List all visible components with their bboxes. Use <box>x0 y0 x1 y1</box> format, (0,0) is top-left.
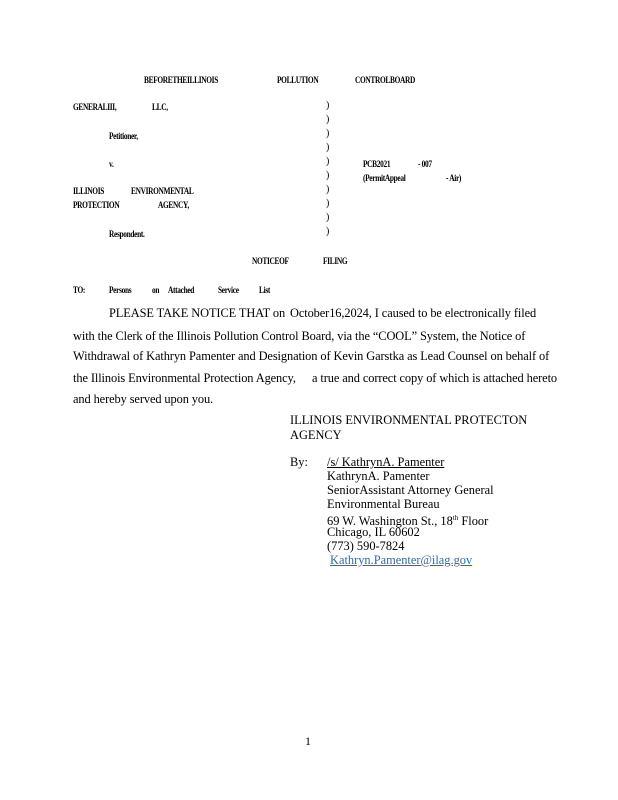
body-line-5: and hereby served upon you. <box>73 392 214 406</box>
to-line-part-6: List <box>259 285 270 295</box>
case-number-part-2: - 007 <box>418 159 432 169</box>
address-street: 69 W. Washington St., 18 <box>327 514 453 529</box>
signer-email-link[interactable]: Kathryn.Pamenter@ilag.gov <box>330 553 473 567</box>
caption-paren: ) <box>326 184 330 195</box>
body-line-1a: PLEASE TAKE NOTICE THAT on <box>109 306 286 320</box>
case-number-part-1: PCB2021 <box>363 159 391 169</box>
body-line-4b: a true and correct copy of which is attached hereto <box>312 371 558 385</box>
board-heading-part-3: CONTROLBOARD <box>355 75 416 85</box>
petitioner-name-part-1: GENERALIII, <box>73 102 117 112</box>
respondent-name-line1-part-2: ENVIRONMENTAL <box>131 186 194 196</box>
page-number: 1 <box>305 734 311 748</box>
respondent-name-line2-part-1: PROTECTION <box>73 200 120 210</box>
body-line-4a: the Illinois Environmental Protection Agency, <box>73 371 296 385</box>
signer-address-line-2: Chicago, IL 60602 <box>327 525 420 539</box>
to-line-part-2: Persons <box>109 285 132 295</box>
caption-paren: ) <box>326 100 330 111</box>
versus: v. <box>109 159 114 169</box>
caption-paren: ) <box>326 142 330 153</box>
to-line-part-4: Attached <box>168 285 195 295</box>
respondent-name-line1-part-1: ILLINOIS <box>73 186 105 196</box>
case-type-part-2: - Air) <box>446 173 462 183</box>
board-heading-part-1: BEFORETHEILLINOIS <box>144 75 218 85</box>
body-line-1b: October16,2024, I caused to be electronically filed <box>290 306 537 320</box>
signer-bureau: Environmental Bureau <box>327 497 440 511</box>
e-signature: /s/ KathrynA. Pamenter <box>327 455 445 469</box>
caption-paren: ) <box>326 198 330 209</box>
caption-paren: ) <box>326 226 330 237</box>
signer-title: SeniorAssistant Attorney General <box>327 483 494 497</box>
signer-name: KathrynA. Pamenter <box>327 469 430 483</box>
address-floor-suffix: th <box>452 514 459 522</box>
notice-title-part-2: FILING <box>323 256 348 266</box>
caption-paren: ) <box>326 170 330 181</box>
caption-paren: ) <box>326 212 330 223</box>
respondent-label: Respondent. <box>109 229 145 239</box>
signer-phone: (773) 590-7824 <box>327 539 405 553</box>
agency-line-2: AGENCY <box>290 428 342 442</box>
body-line-3: Withdrawal of Kathryn Pamenter and Designation of Kevin Garstka as Lead Counsel on behalf of <box>73 349 550 363</box>
caption-paren: ) <box>326 114 330 125</box>
to-line-part-5: Service <box>218 285 239 295</box>
to-line-part-3: on <box>152 285 160 295</box>
address-floor-word: Floor <box>461 514 489 529</box>
to-line-part-1: TO: <box>73 285 86 295</box>
board-heading-part-2: POLLUTION <box>277 75 319 85</box>
by-label: By: <box>290 455 308 469</box>
petitioner-label: Petitioner, <box>109 131 138 141</box>
caption-paren: ) <box>326 128 330 139</box>
respondent-name-line2-part-2: AGENCY, <box>158 200 189 210</box>
body-line-2: with the Clerk of the Illinois Pollution Control Board, via the “COOL” System, the Notice of <box>73 329 526 343</box>
petitioner-name-part-2: LLC, <box>152 102 168 112</box>
caption-paren: ) <box>326 156 330 167</box>
case-type-part-1: (PermitAppeal <box>363 173 406 183</box>
notice-title-part-1: NOTICEOF <box>252 256 289 266</box>
agency-line-1: ILLINOIS ENVIRONMENTAL PROTECTON <box>290 413 528 427</box>
